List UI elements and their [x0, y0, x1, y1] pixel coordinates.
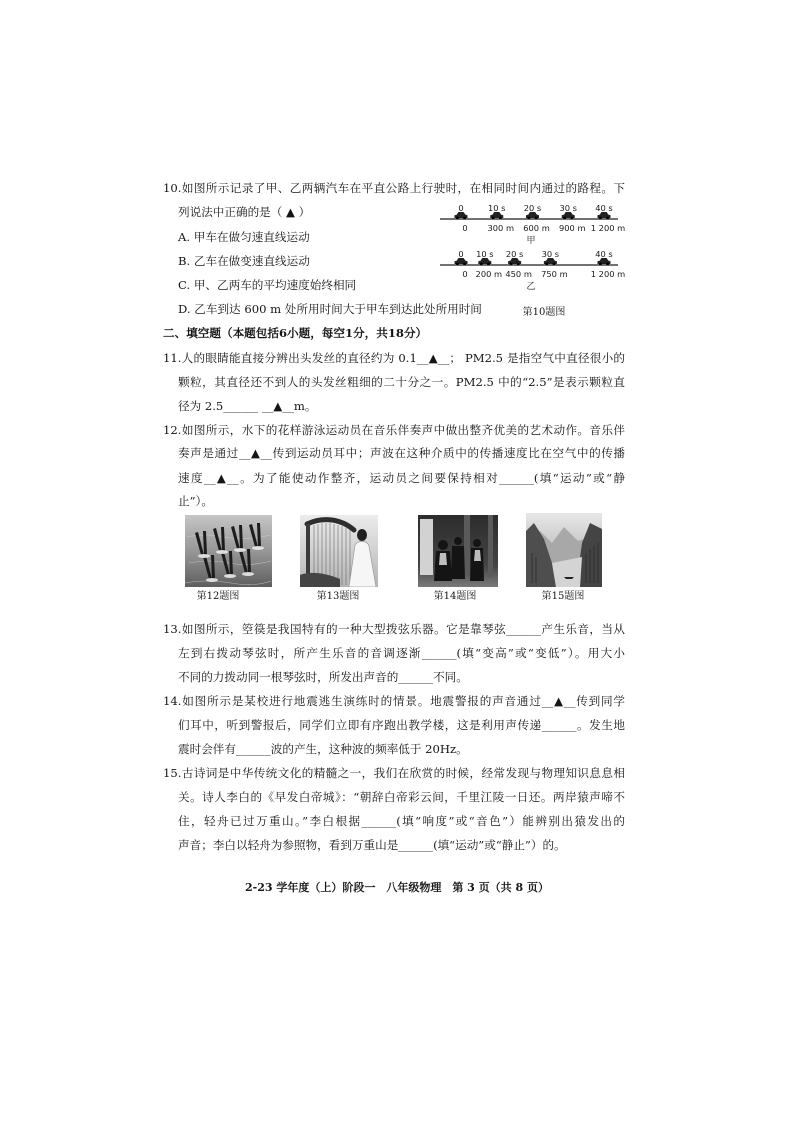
car-wheel — [545, 263, 548, 266]
car-icon — [478, 258, 491, 265]
car-icon — [526, 212, 539, 219]
q13-line-3: 不同的力拨动同一根琴弦时，所发出声音的______不同。 — [178, 670, 468, 684]
car-icon — [562, 212, 575, 219]
time-label: 20 s — [523, 203, 542, 213]
q15-line-2: 关。诗人李白的《早发白帝城》：“朝辞白帝彩云间，千里江陵一日还。两岸猿声啼不 — [178, 790, 625, 804]
car-wheel — [492, 217, 495, 220]
drill-photo-svg — [418, 515, 498, 587]
player-head — [357, 529, 367, 541]
q12-line-2: 奏声是通过__▲__传到运动员耳中；声波在这种介质中的传播速度比在空气中的传播 — [178, 446, 625, 460]
distance-label: 0 — [462, 269, 468, 279]
car-wheel — [563, 217, 566, 220]
distance-label: 450 m — [505, 269, 532, 279]
distance-label: 750 m — [541, 269, 568, 279]
time-label: 40 s — [595, 203, 613, 213]
q15-line-4: 声音；李白以轻舟为参照物，看到万重山是______(填“运动”或“静止”）的。 — [178, 838, 566, 852]
page-footer: 2-23 学年度（上）阶段一 八年级物理 第 3 页（共 8 页） — [245, 881, 549, 894]
car-icon — [455, 258, 468, 265]
car-wheel — [510, 263, 513, 266]
distance-label: 900 m — [558, 223, 586, 233]
q12-line-3: 速度__▲__。为了能使动作整齐，运动员之间要保持相对______(填“运动”或“静 — [178, 471, 625, 485]
q11-line-3: 径为 2.5______ __▲__m。 — [178, 399, 317, 413]
track-row-1 — [440, 203, 625, 246]
harp-photo-svg — [300, 515, 378, 587]
q13-line-2: 左到右拨动琴弦时，所产生乐音的音调逐渐______(填“变高”或“变低”）。用大小 — [178, 646, 625, 660]
q12-line-1: 12.如图所示，水下的花样游泳运动员在音乐伴奏声中做出整齐优美的艺术动作。音乐伴 — [163, 423, 625, 437]
distance-label: 200 m — [475, 269, 503, 279]
q11-line-2: 颗粒，其直径还不到人的头发丝粗细的二十分之一。PM2.5 中的“2.5”是表示颗粒直 — [178, 375, 625, 389]
car-icon — [544, 258, 557, 265]
car-name-label: 乙 — [526, 282, 536, 292]
car-wheel — [599, 217, 602, 220]
q10-stem-line-2: 列说法中正确的是（ ▲ ） — [178, 205, 311, 219]
q14-figure-caption: 第14题图 — [433, 591, 477, 602]
car-icon — [490, 212, 503, 219]
q12-figure-caption: 第12题图 — [196, 591, 240, 602]
landscape-photo-svg — [526, 513, 602, 587]
car-wheel — [499, 217, 502, 220]
car-wheel — [517, 263, 520, 266]
car-wheel — [456, 263, 459, 266]
q14-line-2: 们耳中，听到警报后，同学们立即有序跑出教学楼，这是利用声传递______。发生地 — [178, 718, 625, 732]
q10-option-b: B. 乙车在做变速直线运动 — [178, 254, 310, 268]
car-icon — [598, 212, 611, 219]
time-label: 10 s — [487, 203, 506, 213]
car-name-label: 甲 — [526, 236, 536, 246]
section2-title: 二、填空题（本题包括6小题，每空1分，共18分） — [163, 326, 428, 340]
q10-option-c: C. 甲、乙两车的平均速度始终相同 — [178, 278, 357, 292]
q12-synchronized-swimming-photo — [185, 515, 272, 587]
time-label: 0 — [458, 249, 464, 259]
q11-line-1: 11.人的眼睛能直接分辨出头发丝的直径约为 0.1__▲__； PM2.5 是指空气中直径很小的 — [163, 351, 625, 365]
distance-label: 300 m — [487, 223, 515, 233]
hallway-window — [420, 519, 433, 575]
car-icon — [598, 258, 611, 265]
car-icon — [508, 258, 521, 265]
time-label: 10 s — [476, 249, 494, 259]
time-label: 20 s — [505, 249, 524, 259]
car-wheel — [606, 217, 609, 220]
q12-line-4: 止”）。 — [178, 494, 213, 508]
car-wheel — [456, 217, 459, 220]
q13-konghou-harp-photo — [300, 515, 378, 587]
car-wheel — [606, 263, 609, 266]
swimming-photo-svg — [185, 515, 272, 587]
q15-line-3: 住，轻舟已过万重山。”李白根据______(填“响度”或“音色”）能辨别出猿发出的 — [178, 814, 625, 828]
time-label: 30 s — [541, 249, 560, 259]
q10-figure-caption: 第10题图 — [522, 307, 566, 318]
q14-line-3: 震时会伴有______波的产生，这种波的频率低于 20Hz。 — [178, 742, 468, 756]
q13-line-1: 13.如图所示，箜篌是我国特有的一种大型拨弦乐器。它是靠琴弦______产生乐音，当从 — [163, 622, 625, 636]
q10-stem-line-1: 10.如图所示记录了甲、乙两辆汽车在平直公路上行驶时，在相同时间内通过的路程。下 — [163, 181, 625, 195]
time-label: 40 s — [595, 249, 613, 259]
q15-figure-caption: 第15题图 — [541, 591, 585, 602]
car-wheel — [463, 217, 466, 220]
q10-diagram-svg — [430, 198, 630, 294]
car-wheel — [535, 217, 538, 220]
car-wheel — [487, 263, 490, 266]
time-label: 0 — [458, 203, 464, 213]
q10-option-a: A. 甲车在做匀速直线运动 — [178, 230, 310, 244]
car-wheel — [599, 263, 602, 266]
q14-line-1: 14.如图所示是某校进行地震逃生演练时的情景。地震警报的声音通过__▲__传到同学 — [163, 694, 625, 708]
track-row-2 — [440, 249, 625, 292]
car-wheel — [480, 263, 483, 266]
car-wheel — [463, 263, 466, 266]
distance-label: 0 — [462, 223, 468, 233]
car-wheel — [553, 263, 556, 266]
q10-option-d: D. 乙车到达 600 m 处所用时间大于甲车到达此处所用时间 — [178, 302, 482, 316]
distance-label: 600 m — [523, 223, 550, 233]
distance-label: 1 200 m — [590, 269, 626, 279]
q14-earthquake-drill-photo — [418, 515, 498, 587]
q15-three-gorges-landscape-photo — [526, 513, 602, 587]
q10-distance-time-diagram — [430, 198, 630, 294]
car-wheel — [570, 217, 573, 220]
q15-line-1: 15.古诗词是中华传统文化的精髓之一，我们在欣赏的时候，经常发现与物理知识息息相 — [163, 766, 625, 780]
q13-figure-caption: 第13题图 — [316, 591, 360, 602]
car-wheel — [528, 217, 531, 220]
car-icon — [455, 212, 468, 219]
distance-label: 1 200 m — [590, 223, 626, 233]
time-label: 30 s — [559, 203, 578, 213]
